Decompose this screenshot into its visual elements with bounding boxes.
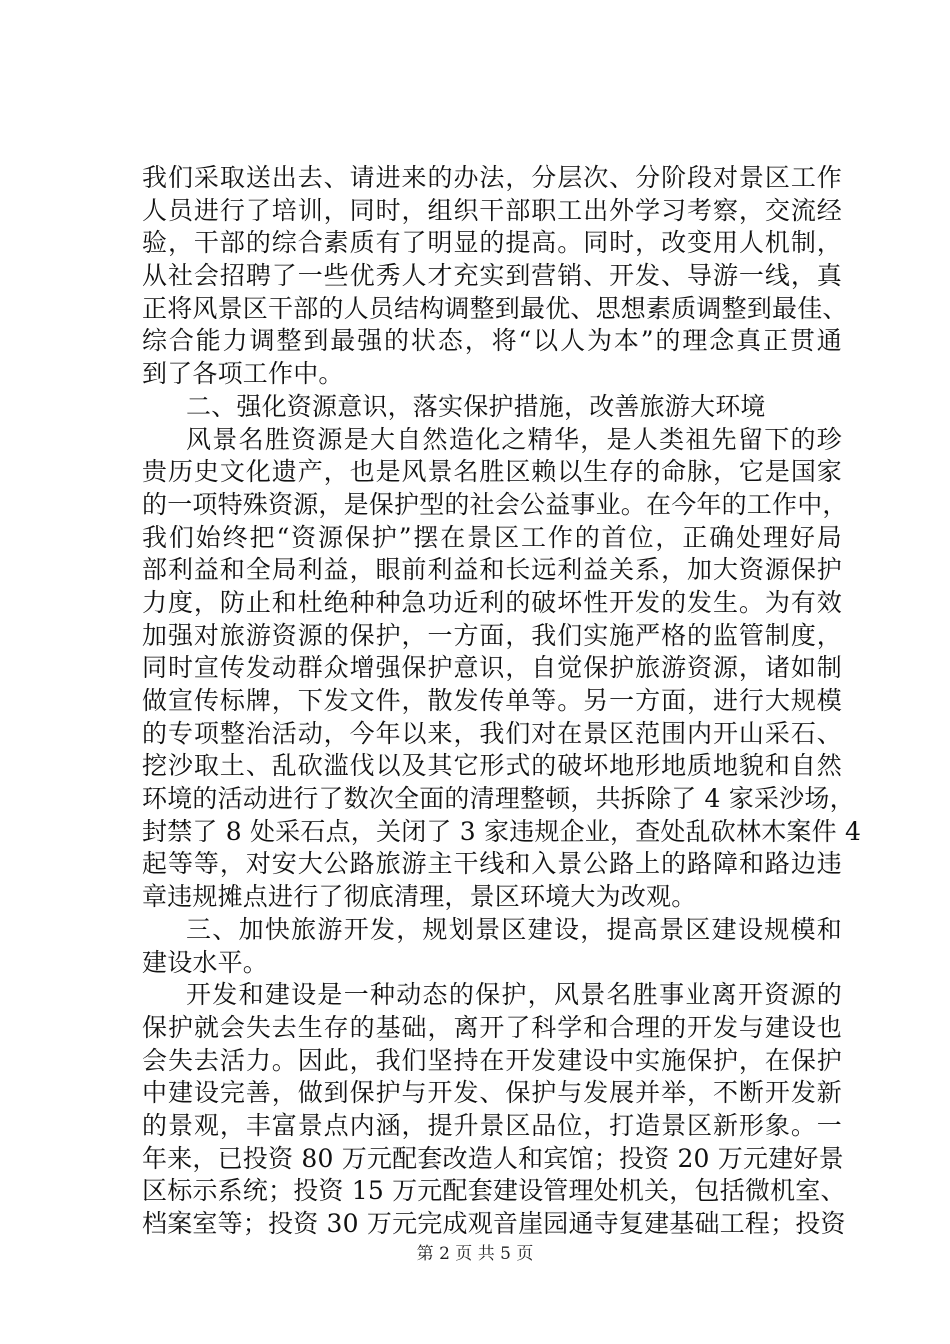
text-line: 从社会招聘了一些优秀人才充实到营销、开发、导游一线，真 bbox=[142, 261, 842, 291]
text-line: 到了各项工作中。 bbox=[142, 359, 344, 389]
text-line: 我们采取送出去、请进来的办法，分层次、分阶段对景区工作 bbox=[142, 163, 842, 192]
text-line: 的专项整治活动，今年以来，我们对在景区范围内开山采石、 bbox=[142, 718, 842, 748]
text-line: 会失去活力。因此，我们坚持在开发建设中实施保护，在保护 bbox=[142, 1045, 842, 1075]
text-line: 二、强化资源意识，落实保护措施，改善旅游大环境 bbox=[186, 391, 766, 421]
text-line: 贵历史文化遗产，也是风景名胜区赖以生存的命脉，它是国家 bbox=[142, 457, 842, 487]
text-line: 风景名胜资源是大自然造化之精华，是人类祖先留下的珍 bbox=[186, 424, 842, 454]
text-line: 综合能力调整到最强的状态，将“以人为本”的理念真正贯通 bbox=[142, 326, 842, 356]
text-line: 的一项特殊资源，是保护型的社会公益事业。在今年的工作中， bbox=[142, 489, 848, 519]
text-line: 挖沙取土、乱砍滥伐以及其它形式的破坏地形地质地貌和自然 bbox=[142, 751, 842, 781]
text-line: 三、加快旅游开发，规划景区建设，提高景区建设规模和 bbox=[186, 914, 842, 944]
text-line: 中建设完善，做到保护与开发、保护与发展并举，不断开发新 bbox=[142, 1078, 842, 1108]
text-line: 人员进行了培训，同时，组织干部职工出外学习考察，交流经 bbox=[142, 195, 842, 225]
text-line: 力度，防止和杜绝种种急功近利的破坏性开发的发生。为有效 bbox=[142, 587, 842, 617]
text-line: 年来，已投资 80 万元配套改造人和宾馆；投资 20 万元建好景 bbox=[142, 1143, 844, 1173]
text-line: 区标示系统；投资 15 万元配套建设管理处机关，包括微机室、 bbox=[142, 1176, 846, 1206]
text-line: 开发和建设是一种动态的保护，风景名胜事业离开资源的 bbox=[186, 980, 842, 1010]
text-line: 章违规摊点进行了彻底清理，景区环境大为改观。 bbox=[142, 882, 697, 912]
text-line: 加强对旅游资源的保护，一方面，我们实施严格的监管制度， bbox=[142, 620, 842, 650]
body-text bbox=[142, 162, 862, 1241]
text-line: 保护就会失去生存的基础，离开了科学和合理的开发与建设也 bbox=[142, 1012, 842, 1042]
page-footer: 第 2 页 共 5 页 bbox=[416, 1244, 534, 1264]
text-line: 起等等，对安大公路旅游主干线和入景公路上的路障和路边违 bbox=[142, 849, 842, 879]
text-line: 建设水平。 bbox=[142, 947, 269, 977]
text-line: 同时宣传发动群众增强保护意识，自觉保护旅游资源，诸如制 bbox=[142, 653, 842, 683]
text-line: 正将风景区干部的人员结构调整到最优、思想素质调整到最佳、 bbox=[142, 293, 848, 323]
text-line: 做宣传标牌，下发文件，散发传单等。另一方面，进行大规模 bbox=[142, 686, 842, 715]
text-line: 环境的活动进行了数次全面的清理整顿，共拆除了 4 家采沙场， bbox=[142, 784, 855, 814]
text-line: 的景观，丰富景点内涵，提升景区品位，打造景区新形象。一 bbox=[142, 1110, 842, 1140]
text-line: 验，干部的综合素质有了明显的提高。同时，改变用人机制， bbox=[142, 228, 842, 258]
text-line: 我们始终把“资源保护”摆在景区工作的首位，正确处理好局 bbox=[142, 522, 842, 552]
text-line: 档案室等；投资 30 万元完成观音崖园通寺复建基础工程；投资 bbox=[142, 1209, 846, 1238]
text-line: 部利益和全局利益，眼前利益和长远利益关系，加大资源保护 bbox=[142, 555, 842, 585]
text-line: 封禁了 8 处采石点，关闭了 3 家违规企业，查处乱砍林木案件 4 bbox=[142, 816, 862, 846]
